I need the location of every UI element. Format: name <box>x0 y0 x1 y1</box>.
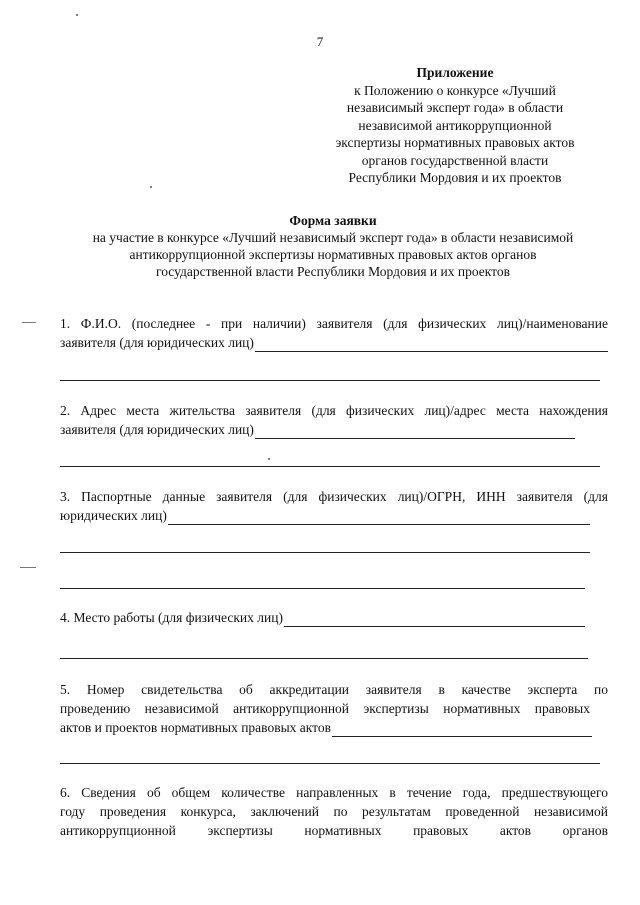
scan-dot <box>150 186 152 188</box>
item-last-line <box>60 333 608 352</box>
item-text: 3. Паспортные данные заявителя (для физических лиц)/ОГРН, ИНН заявителя (для <box>60 489 608 504</box>
form-header <box>58 212 608 280</box>
item-last-line <box>60 420 575 439</box>
item-text: 2. Адрес места жительства заявителя (для физических лиц)/адрес места нахождения <box>60 403 608 418</box>
form-item-workplace <box>60 608 608 627</box>
form-item-conclusions <box>60 783 608 840</box>
workplace-field[interactable] <box>284 612 585 627</box>
fio-field[interactable] <box>255 337 608 352</box>
appendix-line: к Положению о конкурсе «Лучший <box>354 82 556 98</box>
appendix-line: органов государственной власти <box>361 152 549 168</box>
form-subtitle-line: антикоррупционной экспертизы нормативных правовых актов органов <box>129 247 537 262</box>
page-number: 7 <box>316 34 324 49</box>
item-text: заявителя (для юридических лиц) <box>60 422 254 437</box>
passport-field-line[interactable] <box>60 588 585 589</box>
appendix-block <box>330 64 580 187</box>
appendix-line: независимой антикоррупционной <box>358 117 552 133</box>
item-text: 6. Сведения об общем количестве направленных в течение года, предшествующего <box>60 785 608 800</box>
item-text: году проведения конкурса, заключений по результатам проведенной независимой <box>60 804 608 819</box>
item-text: актов и проектов нормативных правовых актов <box>60 720 331 735</box>
item-text: антикоррупционной экспертизы нормативных правовых актов органов <box>60 823 608 838</box>
form-subtitle-line: государственной власти Республики Мордовия и их проектов <box>156 264 510 279</box>
certificate-field[interactable] <box>332 722 592 737</box>
form-item-certificate <box>60 680 608 737</box>
form-item-address <box>60 401 608 439</box>
item-text: 5. Номер свидетельства об аккредитации заявителя в качестве эксперта по <box>60 682 608 697</box>
appendix-line: экспертизы нормативных правовых актов <box>335 135 575 150</box>
address-field[interactable] <box>255 424 575 439</box>
scan-dot <box>76 14 78 16</box>
item-last-line <box>60 608 585 627</box>
item-text: юридических лиц) <box>60 508 167 523</box>
passport-field[interactable] <box>168 510 590 525</box>
item-last-line <box>60 718 592 737</box>
scan-dot <box>268 458 270 460</box>
appendix-line: независимый эксперт года» в области <box>346 100 564 115</box>
item-text: заявителя (для юридических лиц) <box>60 335 254 350</box>
item-text: 4. Место работы (для физических лиц) <box>60 610 283 625</box>
scan-mark <box>22 322 36 323</box>
scan-mark <box>20 567 36 568</box>
form-subtitle-line: на участие в конкурсе «Лучший независимый эксперт года» в области независимой <box>92 230 574 245</box>
certificate-field-line[interactable] <box>60 763 600 764</box>
appendix-line: Республики Мордовия и их проектов <box>348 170 562 185</box>
item-text: проведению независимой антикоррупционной экспертизы нормативных правовых <box>60 701 590 716</box>
form-item-passport <box>60 487 608 525</box>
appendix-heading: Приложение <box>416 65 494 80</box>
fio-field-line[interactable] <box>60 380 600 381</box>
passport-field-line[interactable] <box>60 552 590 553</box>
item-text: 1. Ф.И.О. (последнее - при наличии) заявителя (для физических лиц)/наименование <box>60 316 608 331</box>
form-title: Форма заявки <box>289 213 377 228</box>
item-last-line <box>60 506 590 525</box>
workplace-field-line[interactable] <box>60 658 588 659</box>
address-field-line[interactable] <box>60 466 600 467</box>
form-item-fio <box>60 314 608 352</box>
